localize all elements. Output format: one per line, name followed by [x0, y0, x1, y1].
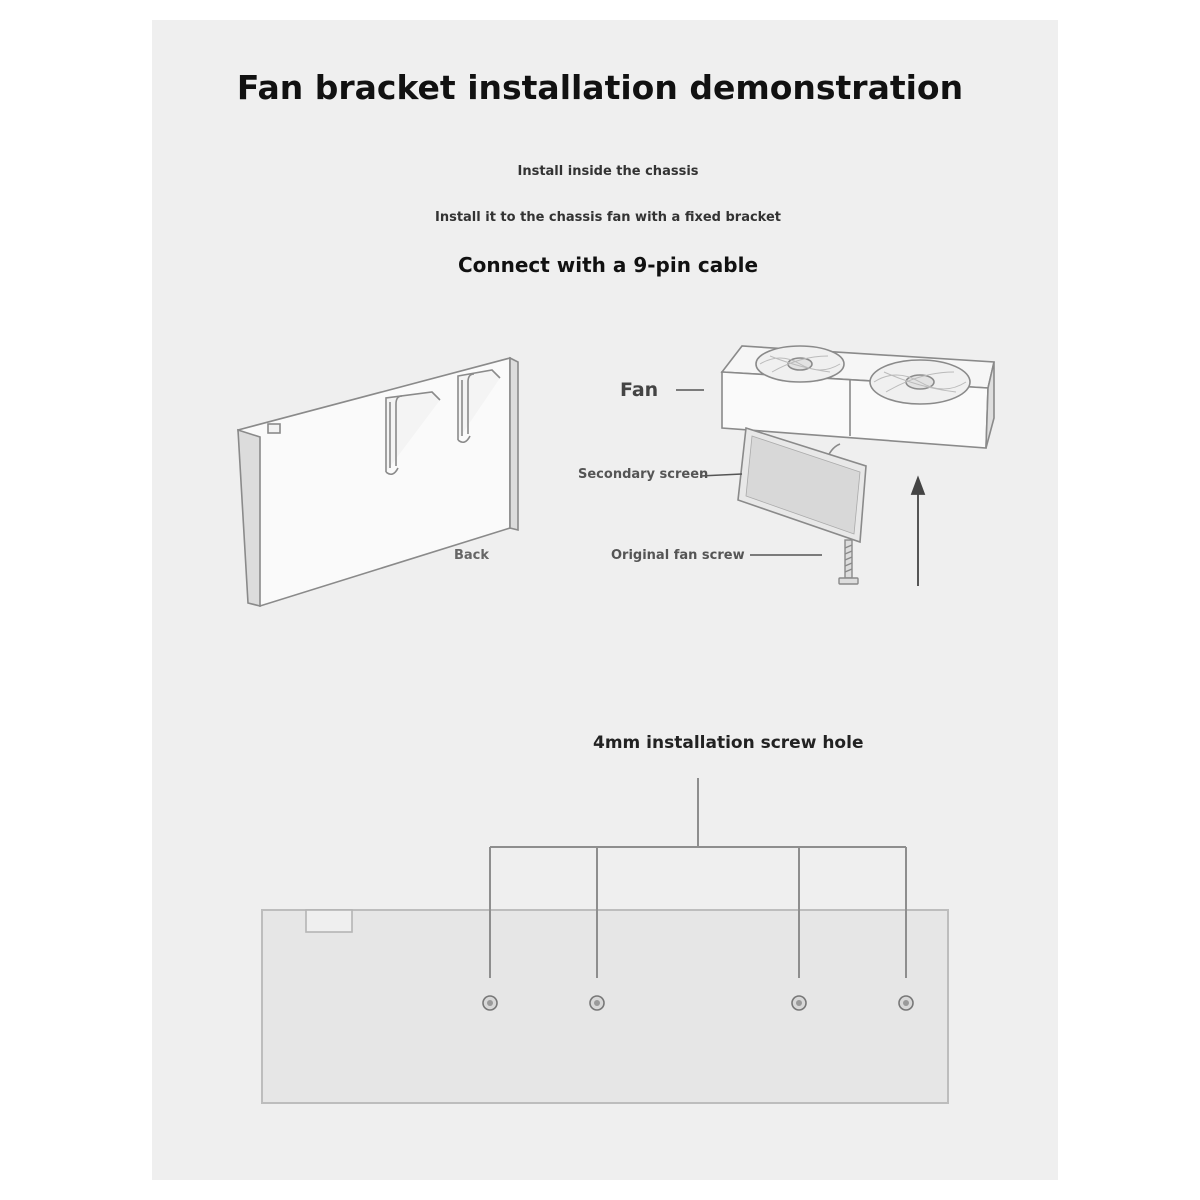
- screw-illustration: [839, 540, 858, 584]
- step-install-inside-chassis: Install inside the chassis: [517, 164, 699, 179]
- secondary-screen-illustration: [738, 428, 866, 542]
- original-fan-screw-label: Original fan screw: [611, 548, 745, 563]
- diagram-title: Fan bracket installation demonstration: [236, 68, 964, 107]
- fan-label: Fan: [620, 379, 659, 401]
- step-connect-cable: Connect with a 9-pin cable: [457, 253, 759, 277]
- secondary-screen-label: Secondary screen: [578, 467, 709, 482]
- screw-hole-label: 4mm installation screw hole: [593, 733, 864, 753]
- back-label: Back: [454, 548, 490, 563]
- back-panel-illustration: [238, 358, 518, 606]
- step-install-fixed-bracket: Install it to the chassis fan with a fixed bracket: [434, 210, 782, 225]
- bracket-board-illustration: [262, 910, 948, 1103]
- install-direction-arrow: [912, 478, 924, 586]
